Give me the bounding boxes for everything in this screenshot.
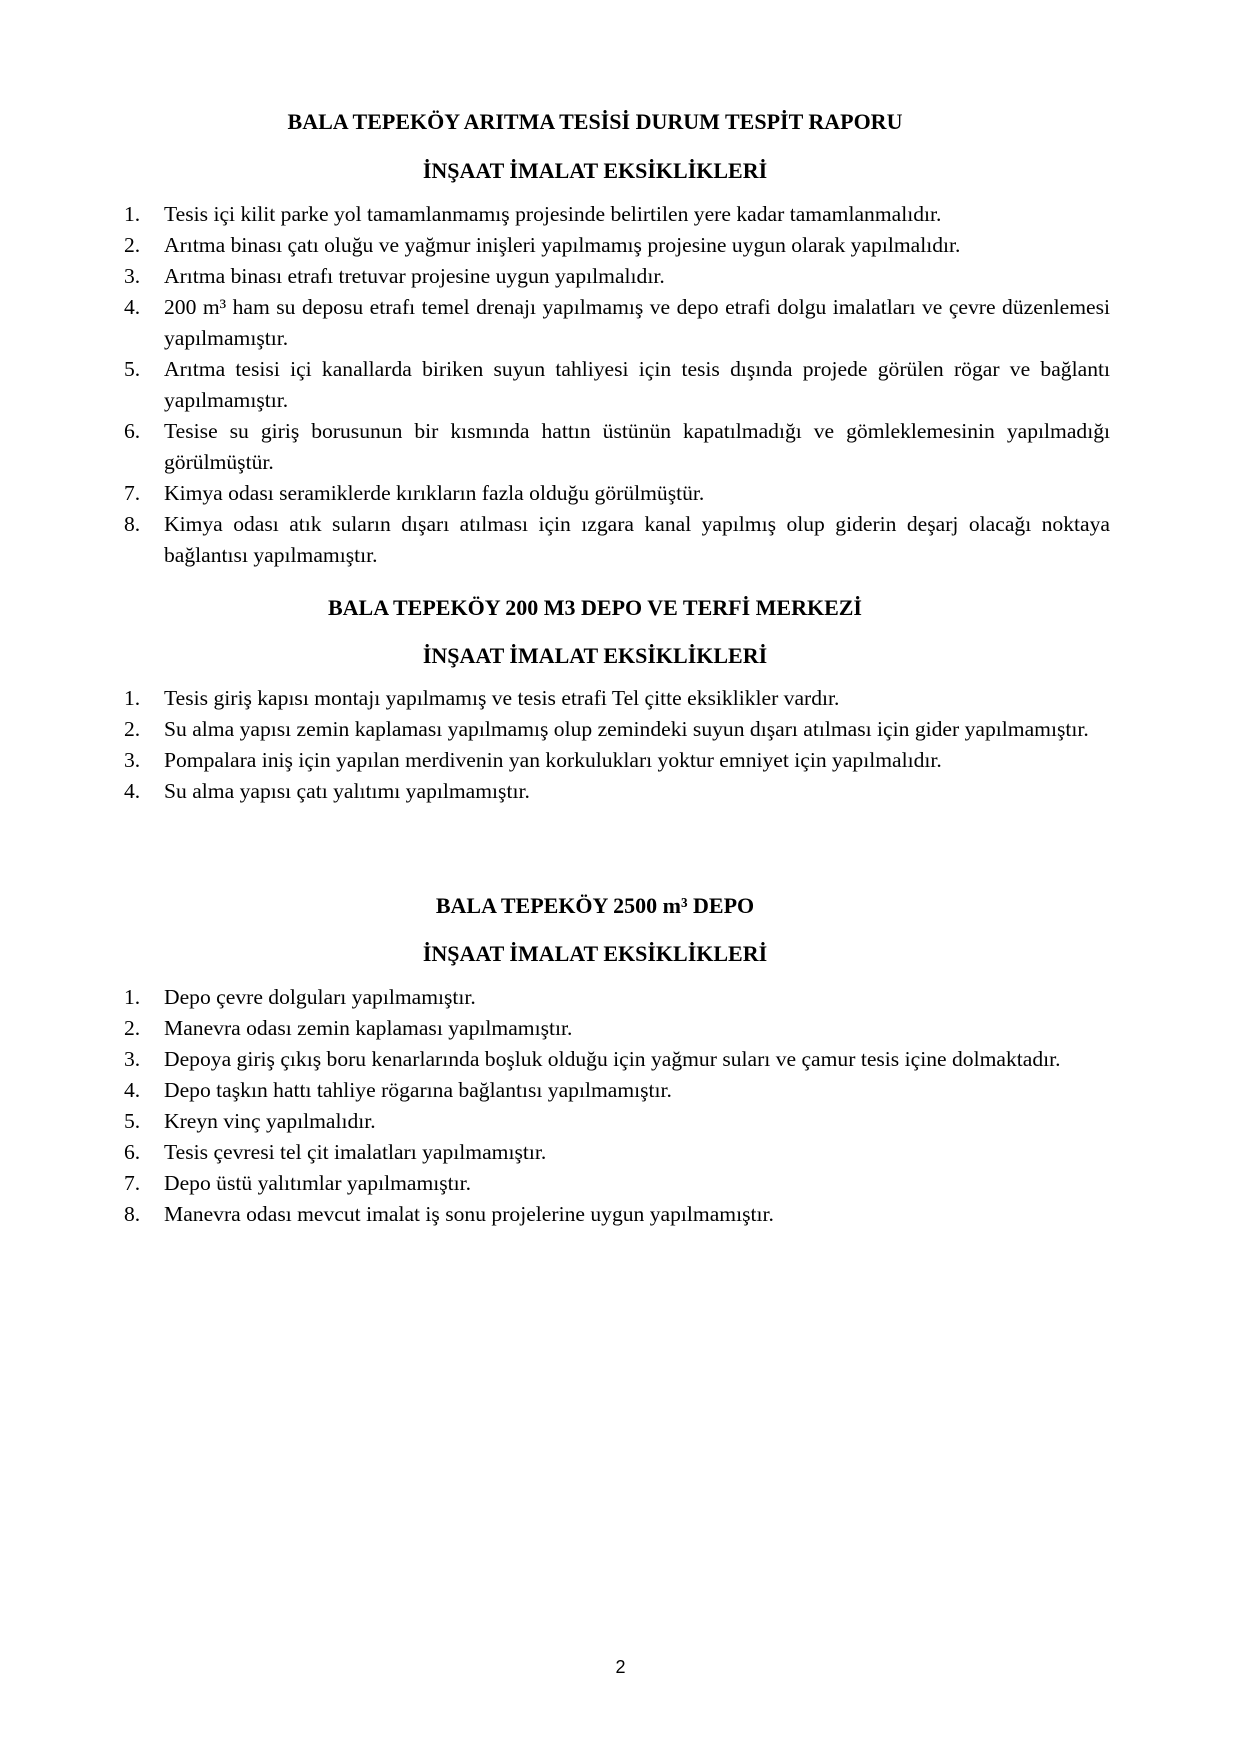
section-3-list — [0, 982, 1241, 1230]
item-text: Su alma yapısı çatı yalıtımı yapılmamıştır. — [164, 779, 530, 803]
item-number: 3. — [124, 748, 141, 772]
item-number: 5. — [124, 1109, 141, 1133]
page-number: 2 — [615, 1657, 626, 1677]
item-text: Depoya giriş çıkış boru kenarlarında boşluk olduğu için yağmur suları ve çamur tesis içine dolmaktadır. — [164, 1047, 1061, 1071]
section-3-title: BALA TEPEKÖY 2500 m³ DEPO — [435, 893, 755, 918]
list-item — [0, 354, 1241, 416]
section-2-title: BALA TEPEKÖY 200 M3 DEPO VE TERFİ MERKEZİ — [328, 595, 862, 620]
section-2-subtitle: İNŞAAT İMALAT EKSİKLİKLERİ — [422, 643, 768, 668]
item-text: 200 m³ ham su deposu etrafı temel drenajı yapılmamış ve depo etrafi dolgu imalatları ve çevre düzenlemesi yapılmamıştır. — [164, 295, 1110, 350]
list-item — [0, 683, 1241, 714]
item-number: 1. — [124, 202, 141, 226]
item-text: Kreyn vinç yapılmalıdır. — [164, 1109, 376, 1133]
item-text: Depo taşkın hattı tahliye rögarına bağlantısı yapılmamıştır. — [164, 1078, 672, 1102]
list-item — [0, 1137, 1241, 1168]
list-item — [0, 261, 1241, 292]
list-item — [0, 416, 1241, 478]
item-number: 1. — [124, 686, 141, 710]
item-text: Tesise su giriş borusunun bir kısmında hattın üstünün kapatılmadığı ve gömleklemesinin yapılmadığı görülmüştür. — [164, 419, 1110, 474]
item-number: 8. — [124, 512, 141, 536]
list-item — [0, 982, 1241, 1013]
list-item — [0, 292, 1241, 354]
item-text: Pompalara iniş için yapılan merdivenin yan korkulukları yoktur emniyet için yapılmalıdır. — [164, 748, 942, 772]
item-text: Arıtma binası çatı oluğu ve yağmur inişleri yapılmamış projesine uygun olarak yapılmalıdır. — [164, 233, 961, 257]
item-text: Arıtma binası etrafı tretuvar projesine uygun yapılmalıdır. — [164, 264, 665, 288]
list-item — [0, 1075, 1241, 1106]
item-text: Arıtma tesisi içi kanallarda biriken suyun tahliyesi için tesis dışında projede görülen rögar ve bağlantı yapılmamıştır. — [164, 357, 1110, 412]
list-item — [0, 1044, 1241, 1075]
item-text: Tesis içi kilit parke yol tamamlanmamış projesinde belirtilen yere kadar tamamlanmalıdır. — [164, 202, 942, 226]
item-text: Depo üstü yalıtımlar yapılmamıştır. — [164, 1171, 472, 1195]
item-number: 7. — [124, 1171, 141, 1195]
list-item — [0, 1106, 1241, 1137]
item-number: 5. — [124, 357, 141, 381]
list-item — [0, 1168, 1241, 1199]
list-item — [0, 714, 1241, 745]
item-number: 2. — [124, 1016, 141, 1040]
list-item — [0, 509, 1241, 571]
list-item — [0, 230, 1241, 261]
item-number: 4. — [124, 295, 141, 319]
list-item — [0, 1199, 1241, 1230]
list-item — [0, 776, 1241, 807]
item-text: Kimya odası atık suların dışarı atılması için ızgara kanal yapılmış olup giderin deşarj olacağı noktaya bağlantısı yapılmamıştır. — [164, 512, 1110, 567]
item-number: 4. — [124, 1078, 141, 1102]
item-number: 6. — [124, 1140, 141, 1164]
section-1-list — [0, 199, 1241, 571]
list-item — [0, 199, 1241, 230]
section-1-subtitle: İNŞAAT İMALAT EKSİKLİKLERİ — [422, 158, 768, 183]
item-number: 1. — [124, 985, 141, 1009]
item-number: 2. — [124, 233, 141, 257]
section-2-list — [0, 683, 1241, 807]
list-item — [0, 745, 1241, 776]
item-number: 8. — [124, 1202, 141, 1226]
item-text: Tesis çevresi tel çit imalatları yapılmamıştır. — [164, 1140, 547, 1164]
item-number: 2. — [124, 717, 141, 741]
item-number: 7. — [124, 481, 141, 505]
item-number: 6. — [124, 419, 141, 443]
item-text: Tesis giriş kapısı montajı yapılmamış ve tesis etrafi Tel çitte eksiklikler vardır. — [164, 686, 840, 710]
item-text: Depo çevre dolguları yapılmamıştır. — [164, 985, 476, 1009]
item-text: Su alma yapısı zemin kaplaması yapılmamış olup zemindeki suyun dışarı atılması için gider yapılmamıştır. — [164, 717, 1089, 741]
section-3-subtitle: İNŞAAT İMALAT EKSİKLİKLERİ — [422, 941, 768, 966]
item-text: Kimya odası seramiklerde kırıkların fazla olduğu görülmüştür. — [164, 481, 705, 505]
item-number: 4. — [124, 779, 141, 803]
list-item — [0, 478, 1241, 509]
item-text: Manevra odası mevcut imalat iş sonu projelerine uygun yapılmamıştır. — [164, 1202, 774, 1226]
item-number: 3. — [124, 264, 141, 288]
item-text: Manevra odası zemin kaplaması yapılmamıştır. — [164, 1016, 573, 1040]
section-1-title: BALA TEPEKÖY ARITMA TESİSİ DURUM TESPİT RAPORU — [287, 109, 903, 134]
list-item — [0, 1013, 1241, 1044]
item-number: 3. — [124, 1047, 141, 1071]
